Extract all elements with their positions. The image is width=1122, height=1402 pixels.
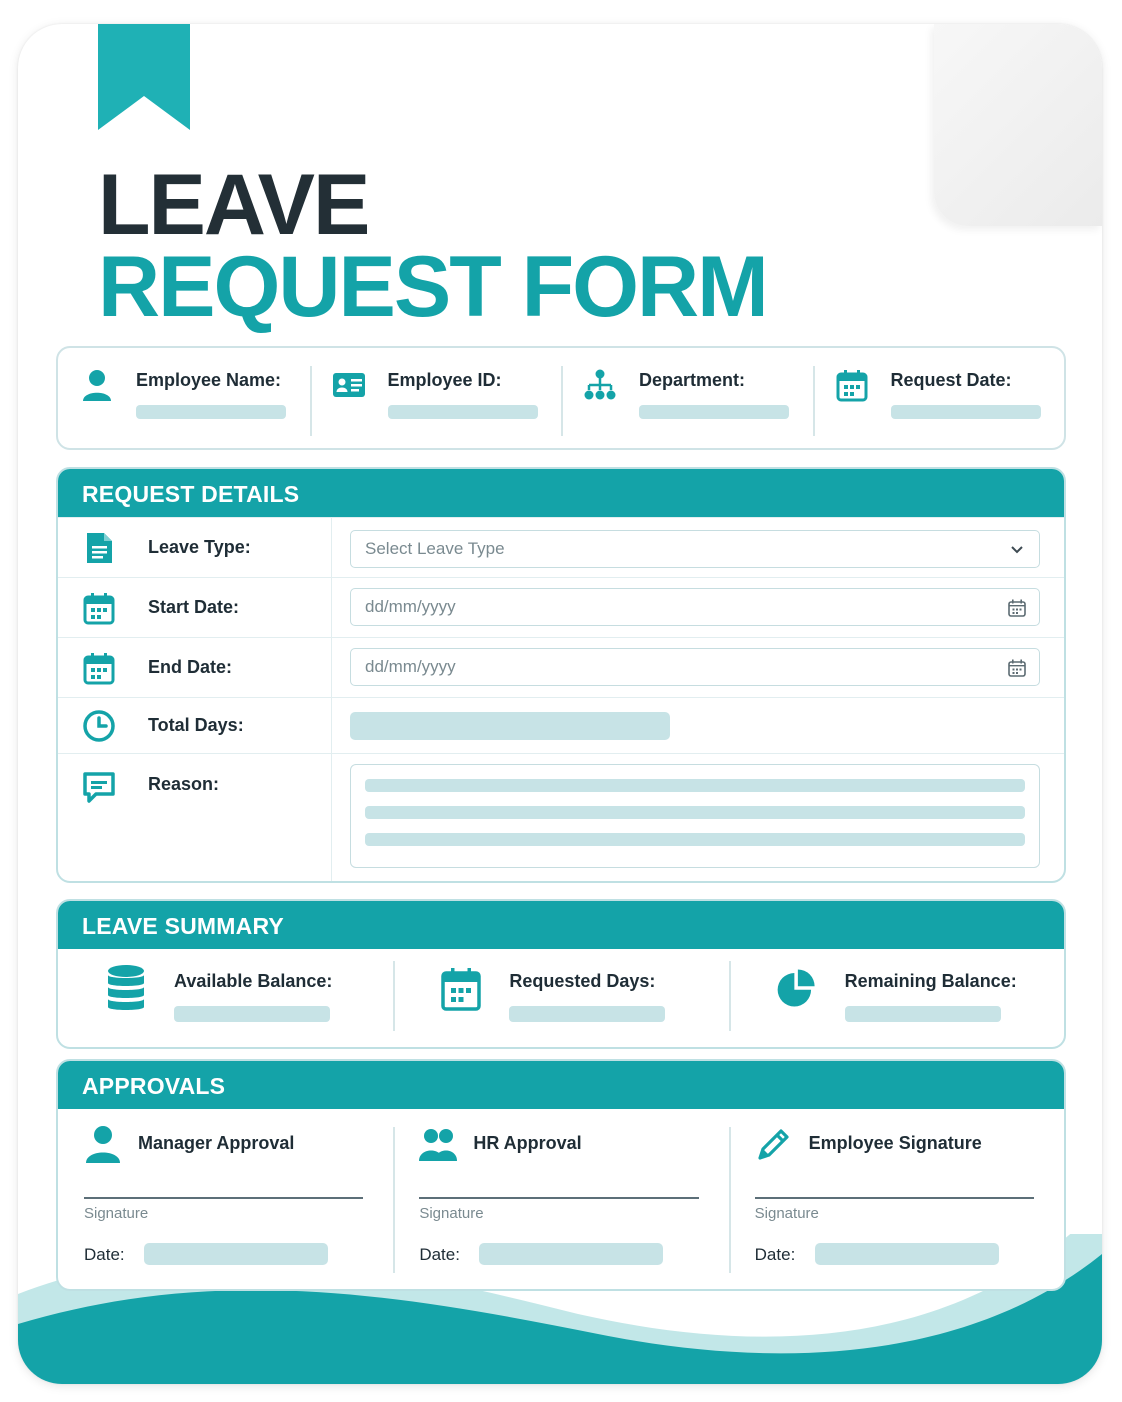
calendar-picker-icon[interactable] [1007, 598, 1027, 618]
end-date-label-cell [58, 638, 332, 697]
approvals-section [56, 1059, 1066, 1291]
leave-summary-section [56, 899, 1066, 1049]
leave-type-label: Leave Type: [148, 537, 251, 557]
title-line-2: REQUEST FORM [98, 239, 767, 335]
hr-approval-cell [393, 1109, 728, 1291]
signature-caption: Signature [754, 1205, 819, 1222]
chevron-down-icon [1007, 540, 1027, 560]
employee-id-field[interactable] [388, 405, 538, 419]
start-date-placeholder: dd/mm/yyyy [365, 597, 456, 616]
form-title [98, 157, 767, 335]
manager-approval-cell [58, 1109, 393, 1291]
chat-icon [82, 770, 116, 804]
employee-name-cell [58, 348, 310, 448]
manager-approval-title: Manager Approval [138, 1133, 295, 1153]
start-date-input-cell [332, 578, 1064, 637]
leave-type-placeholder: Select Leave Type [365, 539, 505, 558]
start-date-input[interactable] [350, 588, 1040, 626]
signature-caption: Signature [84, 1205, 149, 1222]
employee-info-card [56, 346, 1066, 450]
available-balance-field[interactable] [174, 1006, 330, 1022]
leave-type-label-cell [58, 518, 332, 577]
employee-name-field[interactable] [136, 405, 286, 419]
pencil-icon [755, 1125, 793, 1163]
hr-date-field[interactable] [479, 1243, 663, 1265]
department-field[interactable] [639, 405, 789, 419]
end-date-label: End Date: [148, 657, 233, 677]
document-icon [82, 531, 116, 565]
approvals-heading: APPROVALS [58, 1061, 1064, 1109]
end-date-input[interactable] [350, 648, 1040, 686]
date-label: Date: [754, 1245, 796, 1264]
remaining-balance-cell [729, 949, 1064, 1047]
available-balance-cell [58, 949, 393, 1047]
people-icon [419, 1125, 457, 1163]
reason-line [365, 779, 1025, 792]
remaining-balance-field[interactable] [845, 1006, 1001, 1022]
employee-date-field[interactable] [815, 1243, 999, 1265]
date-label: Date: [419, 1245, 460, 1264]
total-days-label: Total Days: [148, 715, 244, 735]
summary-row [58, 949, 1064, 1047]
id-card-icon [332, 368, 366, 402]
end-date-placeholder: dd/mm/yyyy [365, 657, 456, 676]
end-date-input-cell [332, 638, 1064, 697]
calendar-icon [82, 651, 116, 685]
request-details-heading: REQUEST DETAILS [58, 469, 1064, 517]
leave-type-input-cell [332, 518, 1064, 577]
reason-input-cell [332, 754, 1064, 881]
approvals-row [58, 1109, 1064, 1291]
clock-icon [82, 709, 116, 743]
page-fold [934, 24, 1102, 226]
requested-days-label: Requested Days: [509, 971, 656, 991]
start-date-row [58, 577, 1064, 637]
department-cell [561, 348, 813, 448]
leave-type-row [58, 517, 1064, 577]
available-balance-label: Available Balance: [174, 971, 333, 991]
start-date-label-cell [58, 578, 332, 637]
request-details-section [56, 467, 1066, 883]
calendar-icon [835, 368, 869, 402]
remaining-balance-label: Remaining Balance: [844, 971, 1017, 991]
org-chart-icon [583, 368, 617, 402]
reason-row [58, 753, 1064, 881]
database-icon [104, 963, 148, 1013]
request-date-label: Request Date: [890, 370, 1012, 390]
pie-chart-icon [775, 963, 819, 1013]
calendar-icon [439, 963, 483, 1013]
date-label: Date: [84, 1245, 125, 1264]
form-sheet [18, 24, 1102, 1384]
reason-label-cell [58, 754, 332, 881]
department-label: Department: [639, 370, 746, 390]
calendar-picker-icon[interactable] [1007, 658, 1027, 678]
reason-label: Reason: [148, 774, 220, 794]
hr-signature-line[interactable] [419, 1197, 698, 1199]
total-days-value-cell [332, 698, 1064, 753]
leave-summary-heading: LEAVE SUMMARY [58, 901, 1064, 949]
employee-name-label: Employee Name: [136, 370, 282, 390]
employee-signature-line[interactable] [755, 1197, 1034, 1199]
leave-type-select[interactable] [350, 530, 1040, 568]
manager-signature-line[interactable] [84, 1197, 363, 1199]
signature-caption: Signature [419, 1205, 484, 1222]
employee-id-label: Employee ID: [387, 370, 502, 390]
requested-days-cell [393, 949, 728, 1047]
total-days-label-cell [58, 698, 332, 753]
title-line-1: LEAVE [98, 157, 369, 253]
reason-line [365, 833, 1025, 846]
employee-signature-title: Employee Signature [808, 1133, 982, 1153]
manager-date-field[interactable] [144, 1243, 328, 1265]
person-icon [84, 1125, 122, 1163]
calendar-icon [82, 591, 116, 625]
reason-textarea[interactable] [350, 764, 1040, 868]
reason-line [365, 806, 1025, 819]
employee-signature-cell [729, 1109, 1064, 1291]
total-days-row [58, 697, 1064, 753]
request-date-field[interactable] [891, 405, 1041, 419]
person-icon [80, 368, 114, 402]
hr-approval-title: HR Approval [473, 1133, 582, 1153]
request-date-cell [813, 348, 1065, 448]
bookmark-ribbon [98, 24, 190, 132]
total-days-field[interactable] [350, 712, 670, 740]
end-date-row [58, 637, 1064, 697]
start-date-label: Start Date: [148, 597, 240, 617]
employee-id-cell [310, 348, 562, 448]
requested-days-field[interactable] [509, 1006, 665, 1022]
